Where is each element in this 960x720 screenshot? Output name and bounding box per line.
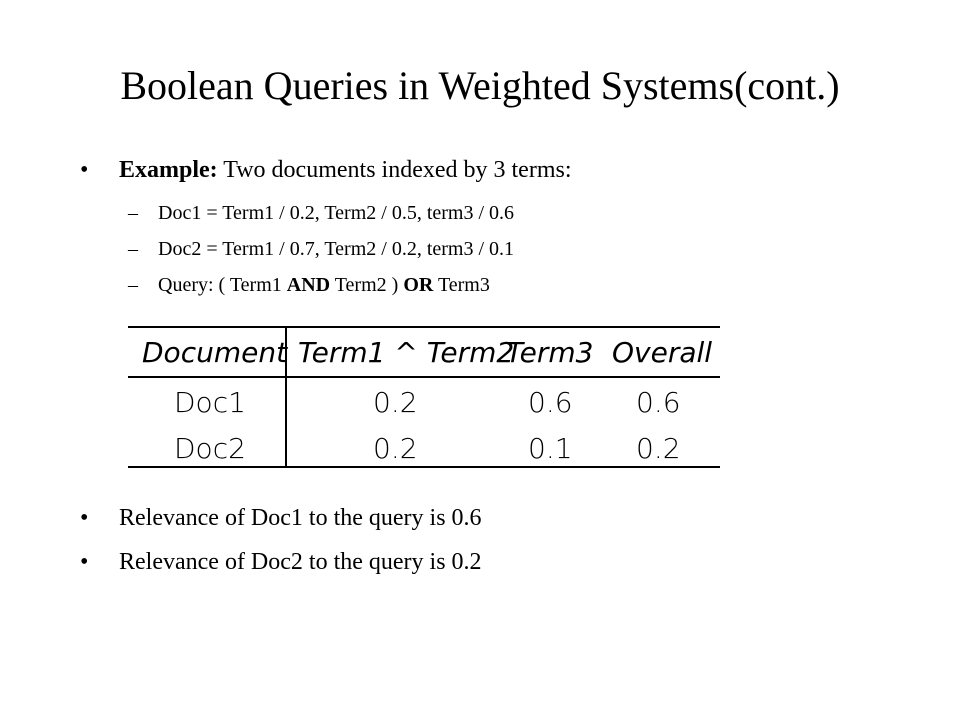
query-part-2: Term2 ) [330, 274, 404, 296]
sub-bullet-text: Doc1 = Term1 / 0.2, Term2 / 0.5, term3 / 0.6 [158, 202, 515, 224]
query-or: OR [403, 274, 434, 296]
example-text: Two documents indexed by 3 terms: [217, 157, 572, 183]
table-header-term1-term2: Term1 ^ Term2 [298, 336, 515, 369]
bullet-marker: • [80, 157, 89, 183]
example-lead: Example: [119, 157, 218, 183]
bullet-text [119, 155, 572, 185]
table-header-rule [128, 376, 720, 378]
query-part-1: Query: ( Term1 [158, 274, 287, 296]
sub-bullet-marker: – [128, 274, 138, 296]
bullet-marker: • [80, 549, 89, 575]
sub-bullet-marker: – [128, 238, 138, 260]
table-cell-doc1-overall: 0.6 [636, 386, 681, 419]
sub-bullet-text: Doc2 = Term1 / 0.7, Term2 / 0.2, term3 / 0.1 [158, 238, 515, 260]
results-table [128, 326, 720, 468]
table-header-term3: Term3 [506, 336, 594, 369]
query-text [158, 272, 490, 298]
table-cell-doc2-and: 0.2 [373, 432, 418, 465]
bullet-text: Relevance of Doc1 to the query is 0.6 [119, 505, 482, 531]
table-cell-doc1-term3: 0.6 [528, 386, 573, 419]
table-cell-doc2-overall: 0.2 [636, 432, 681, 465]
table-cell-doc2: Doc2 [174, 432, 246, 465]
slide-title: Boolean Queries in Weighted Systems(cont.) [120, 63, 840, 108]
bullet-text: Relevance of Doc2 to the query is 0.2 [119, 549, 482, 575]
bullet-marker: • [80, 505, 89, 531]
table-top-rule [128, 326, 720, 328]
query-part-3: Term3 [433, 274, 490, 296]
table-header-document: Document [142, 336, 288, 369]
table-cell-doc2-term3: 0.1 [528, 432, 573, 465]
sub-bullet-marker: – [128, 202, 138, 224]
table-bottom-rule [128, 466, 720, 468]
table-cell-doc1: Doc1 [174, 386, 246, 419]
query-and: AND [286, 274, 331, 296]
table-cell-doc1-and: 0.2 [373, 386, 418, 419]
table-header-overall: Overall [612, 336, 713, 369]
